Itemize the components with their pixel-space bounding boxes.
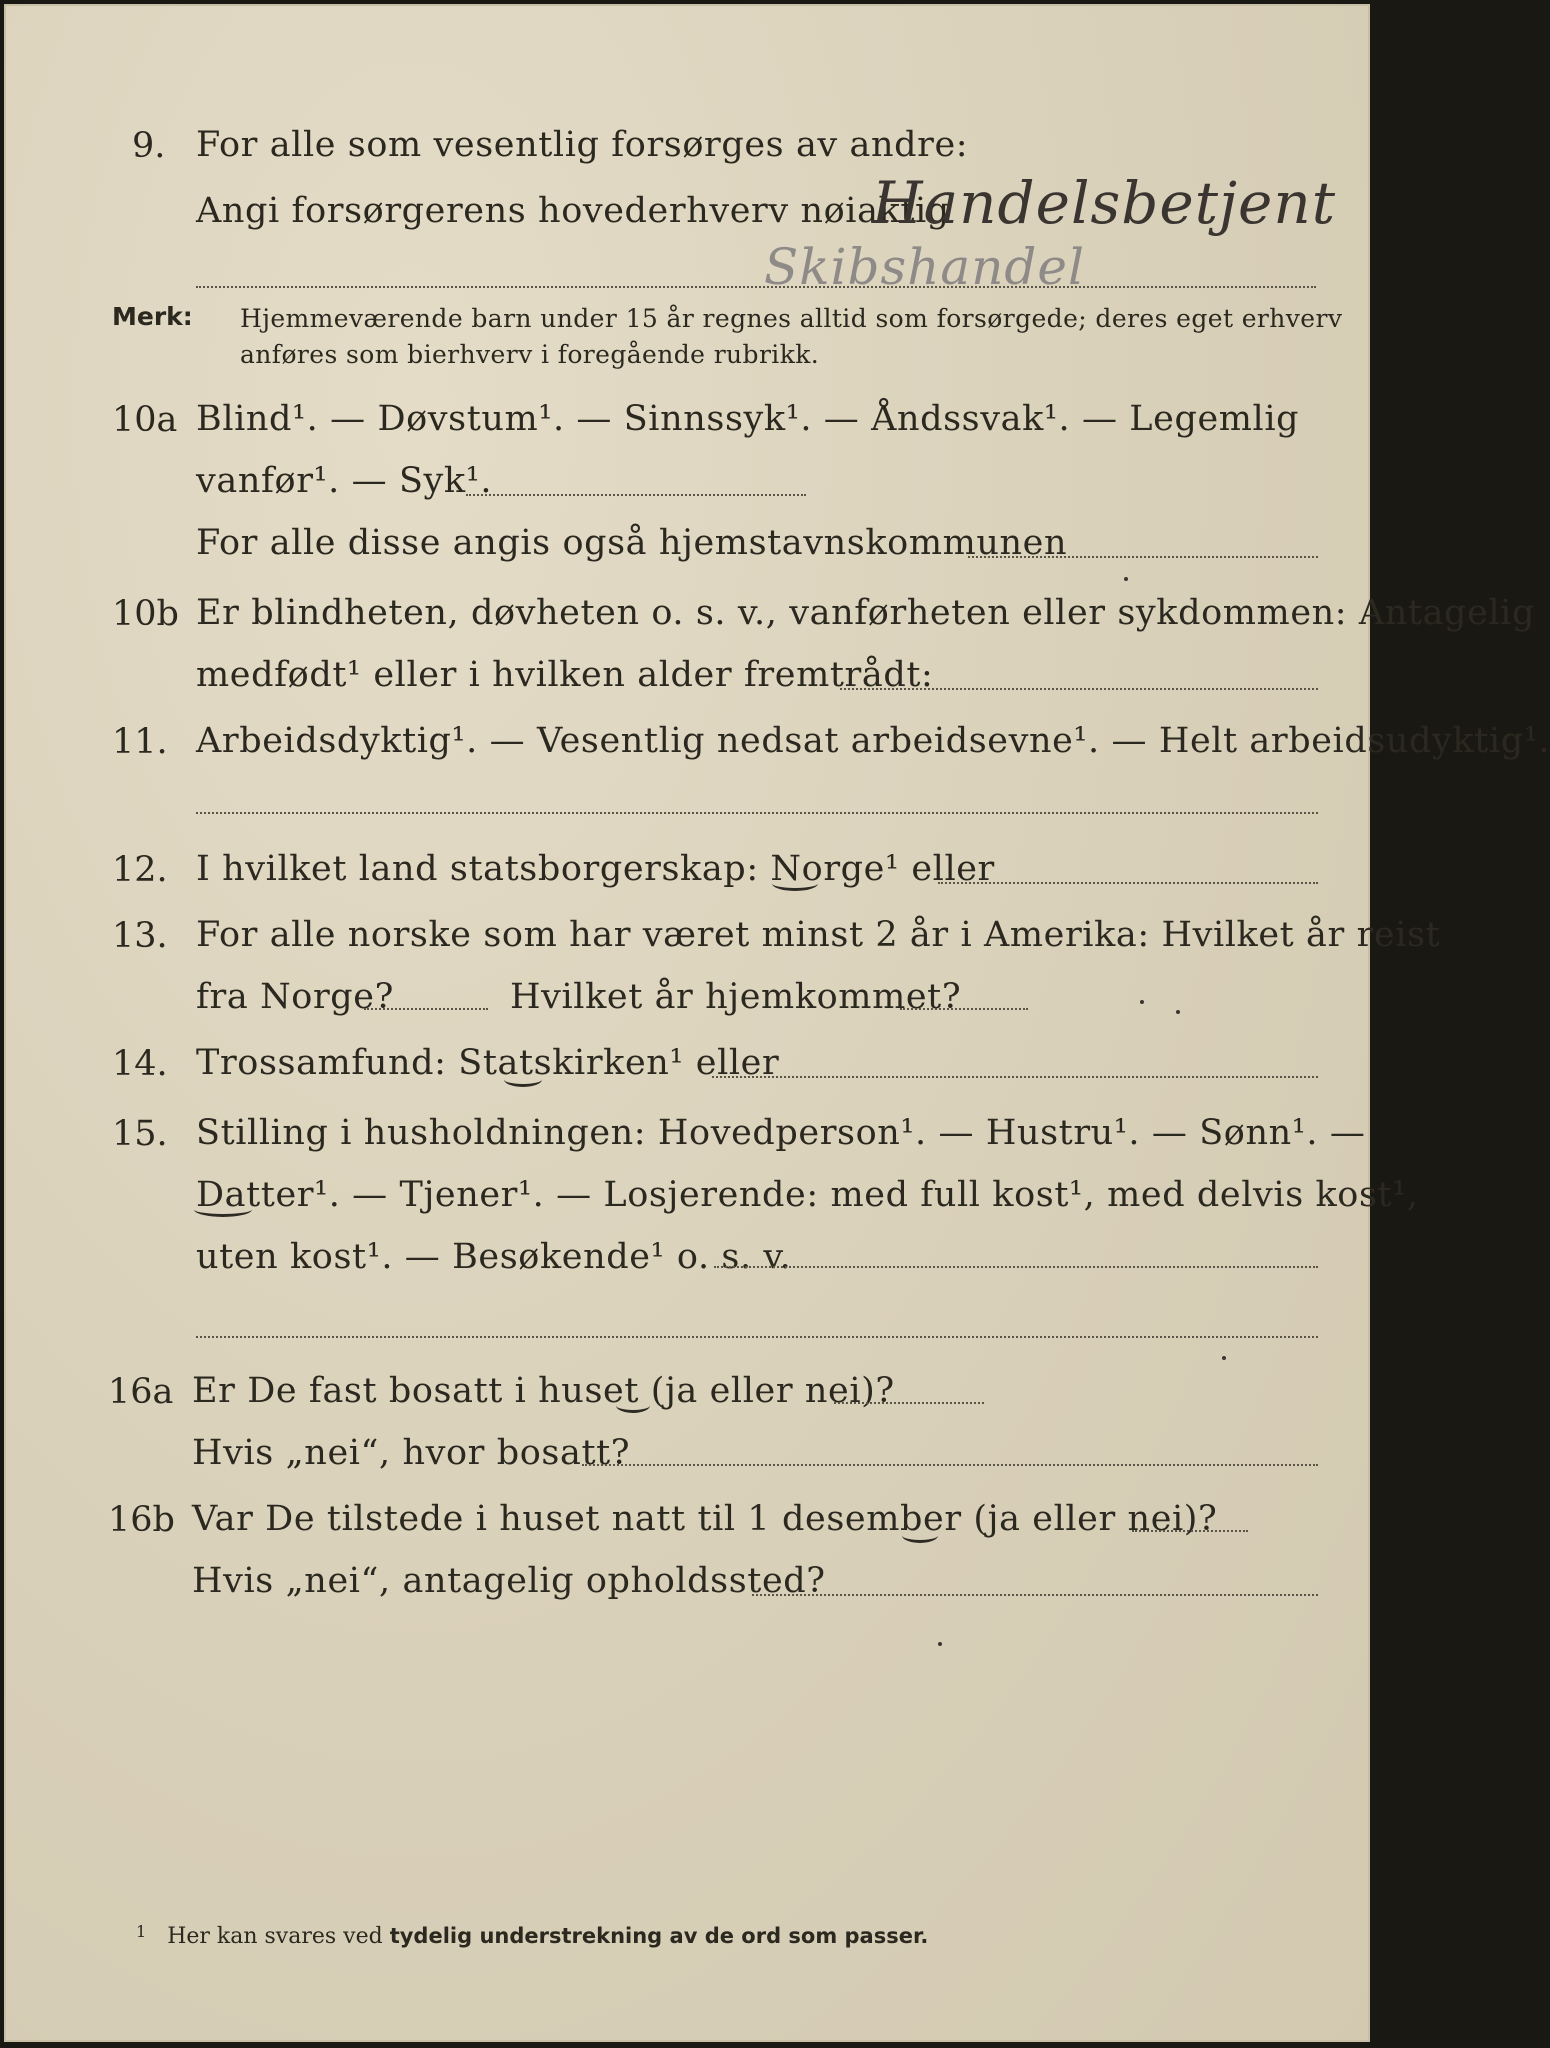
- q11-line1: Arbeidsdyktig¹. — Vesentlig nedsat arbeidsevne¹. — Helt arbeidsudyktig¹.: [196, 721, 1550, 761]
- ink-speck: [1140, 1000, 1144, 1004]
- merk-line2: anføres som bierhverv i foregående rubrikk.: [240, 340, 820, 369]
- q12-line1: I hvilket land statsborgerskap: Norge¹ eller: [196, 849, 995, 889]
- q10a-hometown-line: [968, 556, 1318, 558]
- footnote-marker: 1: [136, 1922, 147, 1941]
- q16b-number: 16b: [108, 1500, 175, 1540]
- q14-number: 14.: [112, 1044, 168, 1084]
- q10a-answer-line: [466, 494, 806, 496]
- statskirken-underline: [504, 1072, 542, 1087]
- q16a-line2: Hvis „nei“, hvor bosatt?: [192, 1433, 631, 1473]
- q16b-line2: Hvis „nei“, antagelig opholdssted?: [192, 1561, 826, 1601]
- datter-underline: [194, 1202, 252, 1217]
- q10a-line1: Blind¹. — Døvstum¹. — Sinnssyk¹. — Åndssvak¹. — Legemlig: [196, 399, 1300, 439]
- q16a-line1: Er De fast bosatt i huset (ja eller nei)?: [192, 1371, 895, 1411]
- q9-number: 9.: [132, 126, 166, 166]
- q15-answer-line: [714, 1266, 1318, 1268]
- q14-answer-line: [712, 1076, 1318, 1078]
- q9-line2: Angi forsørgerens hovederhverv nøiaktig: [196, 191, 950, 231]
- q13-return-line: [900, 1008, 1028, 1010]
- q9-answer-line: [196, 286, 1316, 288]
- merk-label: Merk:: [112, 302, 193, 331]
- q16b-answer-line: [1132, 1530, 1248, 1532]
- q13-line2b: Hvilket år hjemkommet?: [510, 977, 962, 1017]
- q15-line2: Datter¹. — Tjener¹. — Losjerende: med full kost¹, med delvis kost¹,: [196, 1175, 1419, 1215]
- q13-line2a: fra Norge?: [196, 977, 394, 1017]
- q9-pencil-answer: Skibshandel: [764, 238, 1086, 296]
- q13-departure-line: [364, 1008, 488, 1010]
- q15-extra-line: [196, 1336, 1318, 1338]
- q9-handwritten-answer: Handelsbetjent: [872, 169, 1337, 237]
- q14-line1: Trossamfund: Statskirken¹ eller: [196, 1043, 780, 1083]
- q9-line1: For alle som vesentlig forsørges av andre:: [196, 125, 969, 165]
- ink-speck: [938, 1642, 942, 1646]
- ink-speck: [1124, 577, 1128, 581]
- q11-answer-line: [196, 812, 1318, 814]
- q13-line1: For alle norske som har været minst 2 år i Amerika: Hvilket år reist: [196, 915, 1441, 955]
- footnote-text-bold: tydelig understrekning av de ord som passer.: [389, 1924, 929, 1948]
- q10b-line2: medfødt¹ eller i hvilken alder fremtrådt:: [196, 655, 934, 695]
- ja-underline-16a: [616, 1398, 650, 1413]
- q16b-line1: Var De tilstede i huset natt til 1 desember (ja eller nei)?: [192, 1499, 1218, 1539]
- q10a-line2: vanfør¹. — Syk¹.: [196, 461, 493, 501]
- q16a-answer-line: [834, 1402, 984, 1404]
- q10a-line3: For alle disse angis også hjemstavnskommunen: [196, 523, 1068, 563]
- q13-number: 13.: [112, 916, 168, 956]
- q15-number: 15.: [112, 1114, 168, 1154]
- ja-underline-16b: [902, 1528, 938, 1543]
- q12-answer-line: [938, 882, 1318, 884]
- ink-speck: [1222, 1356, 1226, 1360]
- footnote: [136, 1922, 928, 1949]
- q15-line3: uten kost¹. — Besøkende¹ o. s. v.: [196, 1237, 792, 1277]
- norge-underline: [772, 876, 818, 891]
- q11-number: 11.: [112, 722, 168, 762]
- q10b-number: 10b: [112, 594, 179, 634]
- merk-line1: Hjemmeværende barn under 15 år regnes alltid som forsørgede; deres eget erhverv: [240, 304, 1343, 333]
- q10a-number: 10a: [112, 400, 178, 440]
- q16a-number: 16a: [108, 1372, 174, 1412]
- q15-line1: Stilling i husholdningen: Hovedperson¹. — Hustru¹. — Sønn¹. —: [196, 1113, 1366, 1153]
- footnote-text-plain: Her kan svares ved: [167, 1924, 383, 1949]
- q16a-residence-line: [582, 1464, 1318, 1466]
- census-form-page: [4, 4, 1550, 2042]
- q16b-location-line: [752, 1594, 1318, 1596]
- q10b-line1: Er blindheten, døvheten o. s. v., vanførheten eller sykdommen: Antagelig: [196, 593, 1535, 633]
- ink-speck: [1176, 1010, 1180, 1014]
- q10b-answer-line: [840, 688, 1318, 690]
- q12-number: 12.: [112, 850, 168, 890]
